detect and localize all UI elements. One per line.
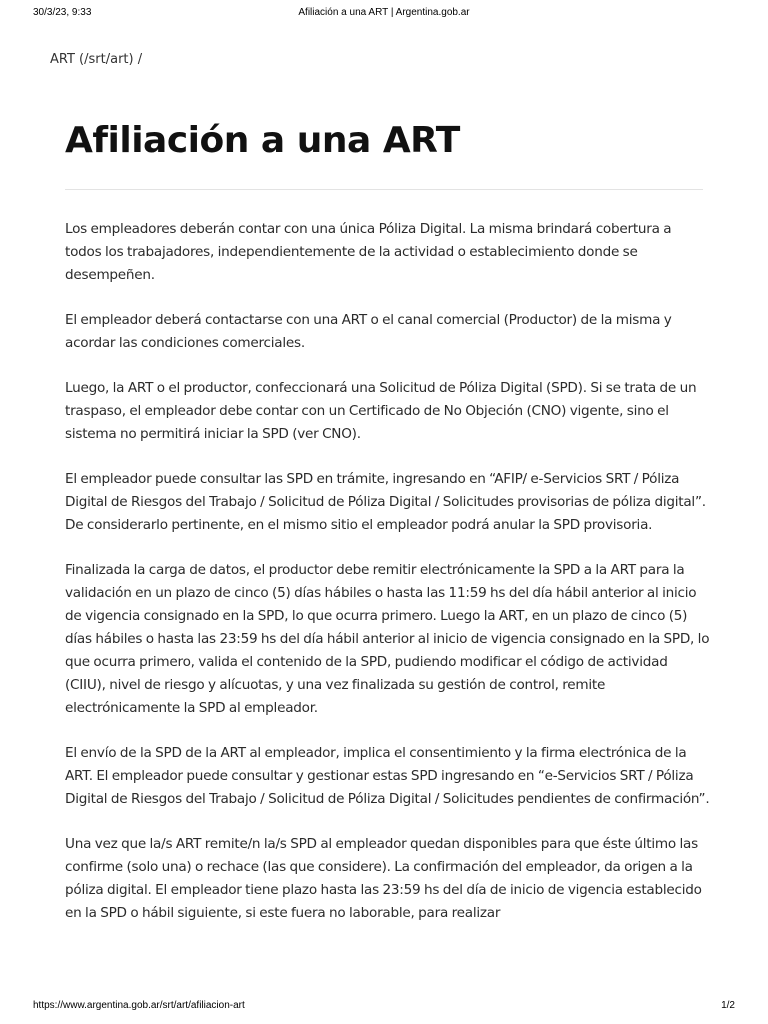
- paragraph-consulta-spd: El empleador puede consultar las SPD en trámite, ingresando en “AFIP/ e-Servicios SRT / Póliza Digital de Riesgos del Trabajo / Solicitud de Póliza Digital / Solicitudes provisorias de póliza digital”. De considerarlo pertinente, en el mismo sitio el empleador podrá anular la SPD provisoria.: [65, 471, 706, 533]
- print-document-title: Afiliación a una ART | Argentina.gob.ar: [298, 7, 470, 18]
- paragraph-poliza-unica: Los empleadores deberán contar con una única Póliza Digital. La misma brindará cobertura a todos los trabajadores, independientemente de la actividad o establecimiento donde se desempeñen.: [65, 221, 672, 283]
- paragraph-envio-spd: El envío de la SPD de la ART al empleador, implica el consentimiento y la firma electrónica de la ART. El empleador puede consultar y gestionar estas SPD ingresando en “e-Servicios SRT / Póliza Digital de Riesgos del Trabajo / Solicitud de Póliza Digital / Solicitudes pendientes de confirmación”.: [65, 745, 710, 807]
- paragraph-contacto-art: El empleador deberá contactarse con una ART o el canal comercial (Productor) de la misma y acordar las condiciones comerciales.: [65, 312, 672, 351]
- print-header: [33, 7, 735, 21]
- page-title: Afiliación a una ART: [65, 120, 460, 161]
- print-datetime: 30/3/23, 9:33: [33, 7, 92, 18]
- paragraph-confirmacion-spd: Una vez que la/s ART remite/n la/s SPD al empleador quedan disponibles para que éste último las confirme (solo una) o rechace (las que considere). La confirmación del empleador, da origen a la póliza digital. El empleador tiene plazo hasta las 23:59 hs del día de inicio de vigencia establecido en la SPD o hábil siguiente, si este fuera no laborable, para realizar: [65, 836, 702, 921]
- print-url: https://www.argentina.gob.ar/srt/art/afiliacion-art: [33, 1000, 245, 1011]
- paragraph-validacion-spd: Finalizada la carga de datos, el productor debe remitir electrónicamente la SPD a la ART para la validación en un plazo de cinco (5) días hábiles o hasta las 11:59 hs del día hábil anterior al inicio de vigencia consignado en la SPD, lo que ocurra primero. Luego la ART, en un plazo de cinco (5) días hábiles o hasta las 23:59 hs del día hábil anterior al inicio de vigencia consignado en la SPD, lo que ocurra primero, valida el contenido de la SPD, pudiendo modificar el código de actividad (CIIU), nivel de riesgo y alícuotas, y una vez finalizada su gestión de control, remite electrónicamente la SPD al empleador.: [65, 562, 710, 716]
- breadcrumb-separator: /: [137, 52, 143, 67]
- page-indicator: 1/2: [721, 1000, 735, 1011]
- main-content: [65, 218, 710, 947]
- title-divider: [65, 189, 703, 190]
- breadcrumb-link-art[interactable]: ART (/srt/art): [50, 52, 134, 67]
- breadcrumb: [50, 52, 142, 67]
- page-break-mask: [0, 975, 768, 995]
- print-footer: [33, 1000, 735, 1014]
- paragraph-solicitud-spd: Luego, la ART o el productor, confeccionará una Solicitud de Póliza Digital (SPD). Si se trata de un traspaso, el empleador debe contar con un Certificado de No Objeción (CNO) vigente, sino el sistema no permitirá iniciar la SPD (ver CNO).: [65, 380, 697, 442]
